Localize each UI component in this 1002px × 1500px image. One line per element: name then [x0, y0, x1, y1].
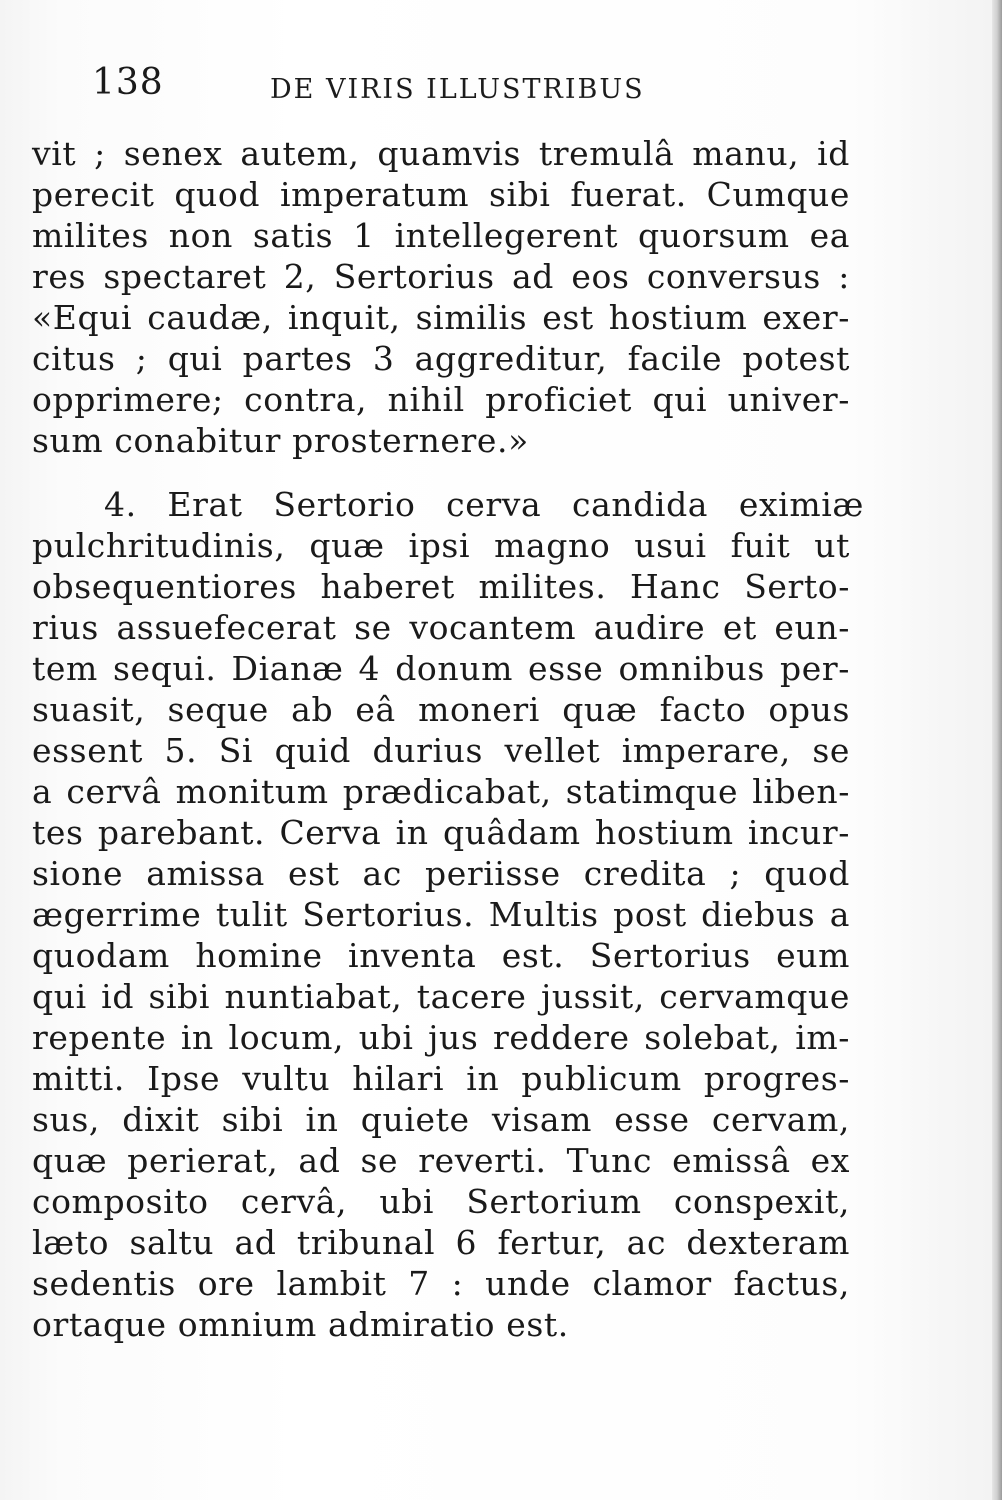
text-line: mitti. Ipse vultu hilari in publicum progres- — [32, 1059, 850, 1098]
running-head: DE VIRIS ILLUSTRIBUS — [270, 74, 645, 105]
text-line: sus, dixit sibi in quiete visam esse cervam, — [32, 1100, 850, 1139]
text-line: ægerrime tulit Sertorius. Multis post diebus a — [32, 895, 850, 934]
text-line: milites non satis 1 intellegerent quorsum ea — [32, 216, 850, 255]
text-line: citus ; qui partes 3 aggreditur, facile potest — [32, 339, 850, 378]
text-line: sedentis ore lambit 7 : unde clamor factus, — [32, 1264, 850, 1303]
text-line: tem sequi. Dianæ 4 donum esse omnibus per- — [32, 649, 850, 688]
text-line: qui id sibi nuntiabat, tacere jussit, cervamque — [32, 977, 850, 1016]
text-line: suasit, seque ab eâ moneri quæ facto opus — [32, 690, 850, 729]
text-line: vit ; senex autem, quamvis tremulâ manu, id — [32, 134, 850, 173]
text-line: rius assuefecerat se vocantem audire et eun- — [32, 608, 850, 647]
text-line: res spectaret 2, Sertorius ad eos conversus : — [32, 257, 850, 296]
text-line: perecit quod imperatum sibi fuerat. Cumque — [32, 175, 850, 214]
text-line: obsequentiores haberet milites. Hanc Serto- — [32, 567, 850, 606]
text-line: tes parebant. Cerva in quâdam hostium incur- — [32, 813, 850, 852]
page-number: 138 — [92, 62, 164, 103]
text-line: repente in locum, ubi jus reddere solebat, im- — [32, 1018, 850, 1057]
text-line: a cervâ monitum prædicabat, statimque liben- — [32, 772, 850, 811]
text-line: pulchritudinis, quæ ipsi magno usui fuit ut — [32, 526, 850, 565]
page-edge-shadow — [992, 0, 1002, 1500]
text-line: ortaque omnium admiratio est. — [32, 1305, 569, 1344]
text-line: opprimere; contra, nihil proficiet qui univer- — [32, 380, 850, 419]
text-line: quodam homine inventa est. Sertorius eum — [32, 936, 850, 975]
text-line: læto saltu ad tribunal 6 fertur, ac dexteram — [32, 1223, 850, 1262]
text-line: «Equi caudæ, inquit, similis est hostium exer- — [32, 298, 850, 337]
text-line: sione amissa est ac periisse credita ; quod — [32, 854, 850, 893]
text-line: sum conabitur prosternere.» — [32, 421, 529, 460]
page-header — [92, 62, 692, 105]
text-line: composito cervâ, ubi Sertorium conspexit, — [32, 1182, 850, 1221]
text-line: quæ perierat, ad se reverti. Tunc emissâ ex — [32, 1141, 850, 1180]
text-line: essent 5. Si quid durius vellet imperare, se — [32, 731, 850, 770]
paragraph-start-line: 4. Erat Sertorio cerva candida eximiæ — [104, 485, 864, 524]
